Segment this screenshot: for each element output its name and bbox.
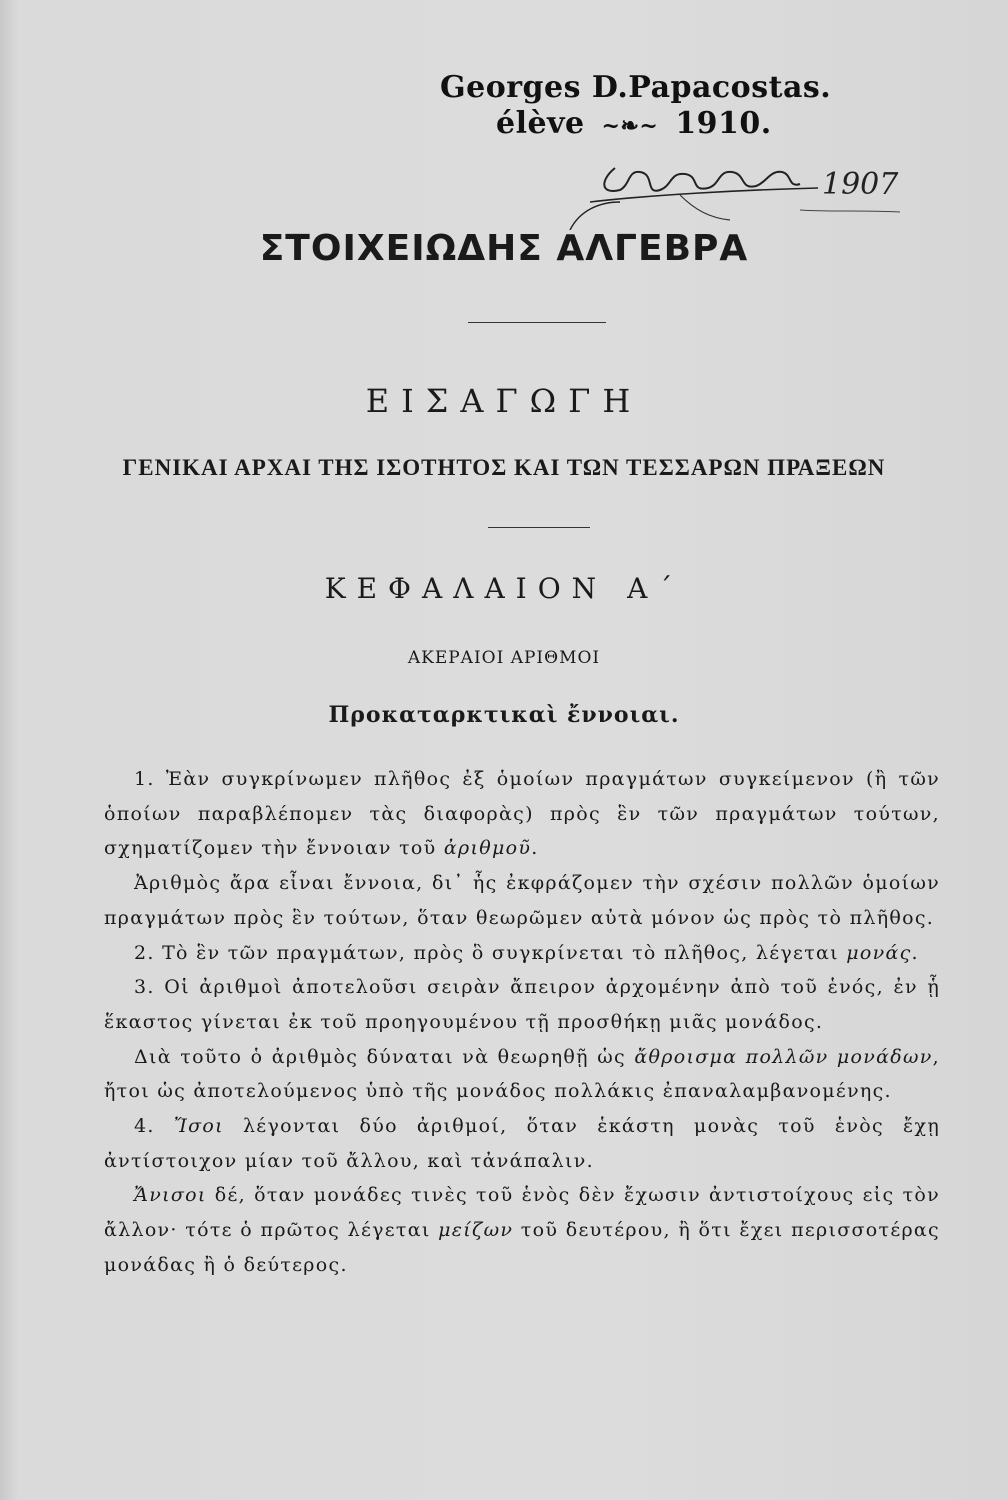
paragraph bbox=[104, 866, 940, 935]
intro-subheading: ΓΕΝΙΚΑΙ ΑΡΧΑΙ ΤΗΣ ΙΣΟΤΗΤΟΣ ΚΑΙ ΤΩΝ ΤΕΣΣΑΡΩΝ ΠΡΑΞΕΩΝ bbox=[122, 455, 886, 480]
emphasis-text: ἀριθμοῦ bbox=[443, 837, 532, 860]
section-heading: ΑΚΕΡΑΙΟΙ ΑΡΙΘΜΟΙ bbox=[407, 648, 601, 668]
paragraph bbox=[104, 936, 940, 971]
emphasis-text: Ἴσοι bbox=[173, 1115, 224, 1138]
paragraph-text: Διὰ τοῦτο ὁ ἀριθμὸς δύναται νὰ θεωρηθῇ ὡς bbox=[134, 1045, 626, 1068]
paragraph bbox=[104, 762, 940, 866]
emphasis-text: μονάς bbox=[846, 941, 912, 964]
body-text bbox=[104, 762, 940, 1283]
emphasis-text: ἄθροισμα πολλῶν μονάδων bbox=[634, 1045, 933, 1068]
stamp-word: élève bbox=[496, 106, 585, 141]
paragraph bbox=[104, 1178, 940, 1282]
divider-rule bbox=[468, 322, 606, 323]
paragraph-text: Ἀριθμὸς ἄρα εἶναι ἔννοια, δι᾽ ἧς ἐκφράζομεν τὴν σχέσιν πολλῶν ὁμοίων πραγμάτων πρὸς ἓν τούτων, ὅταν θεωρῶμεν αὐτὰ μόνον ὡς πρὸς τὸ πλῆθος. bbox=[104, 872, 940, 929]
paragraph-text: λέγονται δύο ἀριθμοί, ὅταν ἑκάστη μονὰς τοῦ ἑνὸς ἔχῃ ἀντίστοιχον μίαν τοῦ ἄλλου, καὶ τἀνάπαλιν. bbox=[104, 1115, 941, 1172]
paragraph-text: τοῦ δευτέρου, ἢ ὅτι ἔχει περισσοτέρας μονάδας ἢ ὁ δεύτερος. bbox=[104, 1219, 940, 1276]
emphasis-text: μείζων bbox=[438, 1219, 514, 1242]
intro-heading: ΕΙΣΑΓΩΓΗ bbox=[365, 382, 643, 420]
book-title: ΣΤΟΙΧΕΙΩΔΗΣ ΑΛΓΕΒΡΑ bbox=[259, 228, 749, 269]
paragraph-text: , ἤτοι ὡς ἀποτελούμενος ὑπὸ τῆς μονάδος πολλάκις ἐπαναλαμβανομένης. bbox=[104, 1045, 940, 1103]
paragraph-text: 1. Ἐὰν συγκρίνωμεν πλῆθος ἐξ ὁμοίων πραγμάτων συγκείμενον (ἢ τῶν ὁποίων παραβλέπομεν τὰς διαφορὰς) πρὸς ἓν τῶν πραγμάτων τούτων, σχηματίζομεν τὴν ἔννοιαν τοῦ bbox=[104, 768, 940, 860]
paragraph bbox=[104, 1040, 940, 1109]
handwritten-signature bbox=[560, 140, 920, 230]
paragraph-text: . bbox=[911, 941, 919, 964]
preliminary-heading: Προκαταρκτικαὶ ἔννοιαι. bbox=[328, 702, 680, 728]
ownership-stamp bbox=[440, 70, 831, 144]
emphasis-text: Ἄνισοι bbox=[134, 1184, 207, 1207]
chapter-heading: ΚΕΦΑΛΑΙΟΝ Α΄ bbox=[324, 572, 684, 605]
stamp-line-2 bbox=[440, 106, 831, 144]
paragraph bbox=[104, 1109, 940, 1178]
paragraph-text: δέ, ὅταν μονάδες τινὲς τοῦ ἑνὸς δὲν ἔχωσιν ἀντιστοίχους εἰς τὸν ἄλλον· τότε ὁ πρῶτος λέγεται bbox=[104, 1184, 940, 1242]
stamp-ornament: ~❧~ bbox=[601, 113, 659, 139]
paragraph bbox=[104, 970, 940, 1039]
paragraph-text: 4. bbox=[134, 1115, 155, 1138]
stamp-name: Georges D.Papacostas. bbox=[440, 70, 832, 105]
divider-rule bbox=[488, 527, 590, 528]
paragraph-text: . bbox=[531, 837, 539, 860]
paragraph-text: 3. Οἱ ἀριθμοὶ ἀποτελοῦσι σειρὰν ἄπειρον ἀρχομένην ἀπὸ τοῦ ἑνός, ἐν ᾗ ἕκαστος γίνεται ἐκ τοῦ προηγουμένου τῇ προσθήκῃ μιᾶς μονάδος. bbox=[104, 976, 940, 1033]
paragraph-text: 2. Τὸ ἓν τῶν πραγμάτων, πρὸς ὃ συγκρίνεται τὸ πλῆθος, λέγεται bbox=[134, 941, 839, 964]
signature-year: 1907 bbox=[822, 167, 899, 202]
stamp-year: 1910. bbox=[675, 106, 772, 141]
